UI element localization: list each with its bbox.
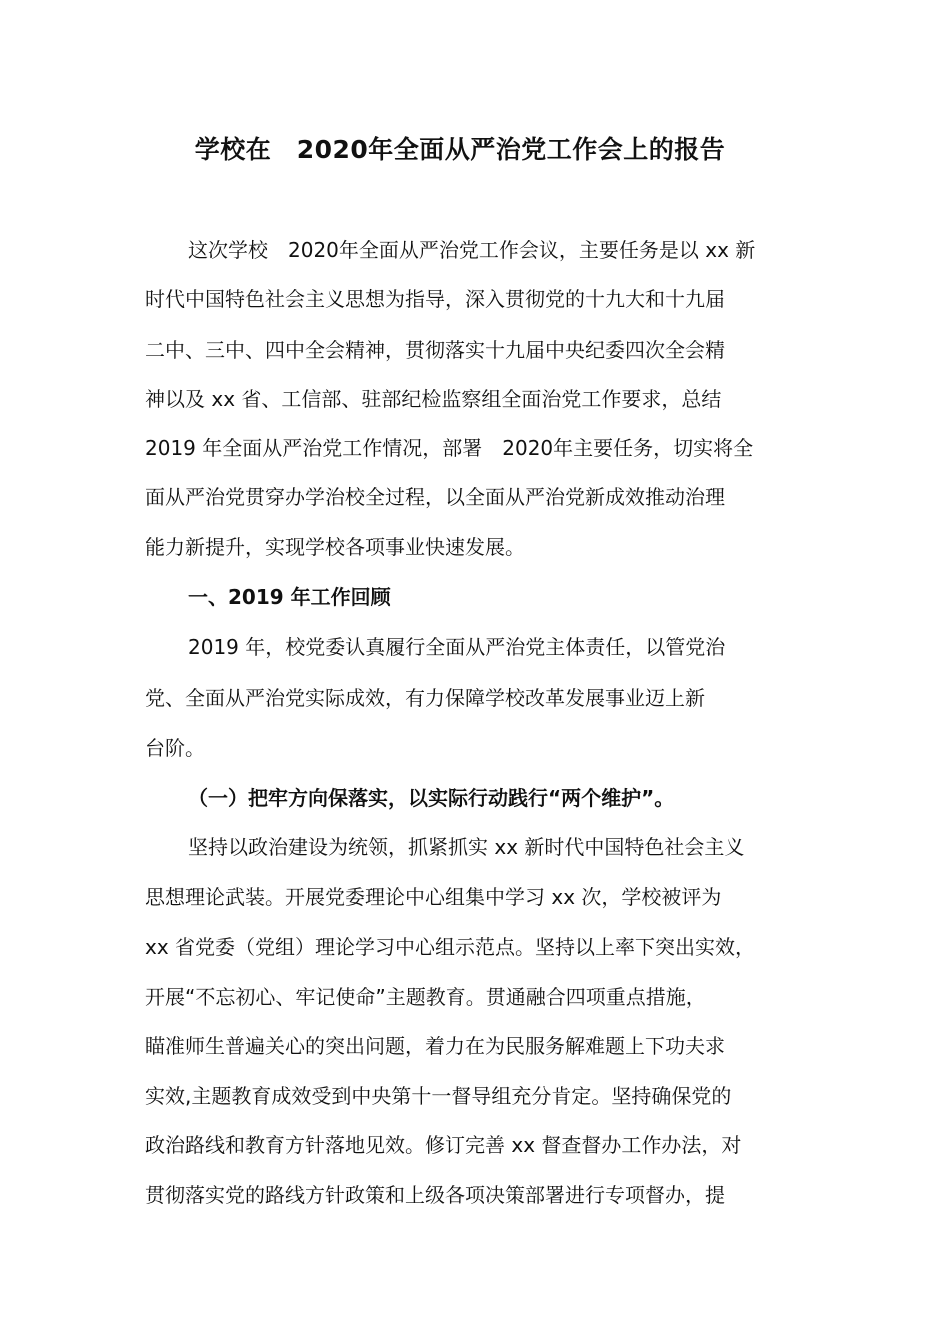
paragraph-line: 坚持以政治建设为统领，抓紧抓实 xx 新时代中国特色社会主义 (188, 835, 745, 859)
paragraph-line: xx 省党委（党组）理论学习中心组示范点。坚持以上率下突出实效， (145, 935, 756, 959)
paragraph-line: 瞄准师生普遍关心的突出问题，着力在为民服务解难题上下功夫求 (145, 1034, 725, 1058)
paragraph-line: 思想理论武装。开展党委理论中心组集中学习 xx 次，学校被评为 (145, 885, 722, 909)
paragraph-line: 二中、三中、四中全会精神，贯彻落实十九届中央纪委四次全会精 (145, 338, 725, 362)
paragraph-line: 党、全面从严治党实际成效，有力保障学校改革发展事业迈上新 (145, 686, 705, 710)
paragraph-line: 2019 年，校党委认真履行全面从严治党主体责任，以管党治 (188, 635, 726, 659)
paragraph-line: 政治路线和教育方针落地见效。修订完善 xx 督查督办工作办法，对 (145, 1133, 742, 1157)
paragraph-line: 时代中国特色社会主义思想为指导，深入贯彻党的十九大和十九届 (145, 287, 725, 311)
subsection-heading: （一）把牢方向保落实，以实际行动践行“两个维护”。 (188, 786, 675, 810)
paragraph-line: 这次学校 2020年全面从严治党工作会议，主要任务是以 xx 新 (188, 238, 756, 262)
paragraph-line: 神以及 xx 省、工信部、驻部纪检监察组全面治党工作要求，总结 (145, 387, 722, 411)
paragraph-line: 能力新提升，实现学校各项事业快速发展。 (145, 535, 525, 559)
section-heading: 一、2019 年工作回顾 (188, 585, 391, 609)
paragraph-line: 开展“不忘初心、牢记使命”主题教育。贯通融合四项重点措施， (145, 985, 706, 1009)
paragraph-line: 面从严治党贯穿办学治校全过程，以全面从严治党新成效推动治理 (145, 485, 725, 509)
paragraph-line: 2019 年全面从严治党工作情况，部署 2020年主要任务，切实将全 (145, 436, 754, 460)
paragraph-line: 台阶。 (145, 736, 205, 760)
document-title: 学校在 2020年全面从严治党工作会上的报告 (194, 135, 726, 164)
paragraph-line: 贯彻落实党的路线方针政策和上级各项决策部署进行专项督办，提 (145, 1183, 725, 1207)
paragraph-line: 实效,主题教育成效受到中央第十一督导组充分肯定。坚持确保党的 (145, 1084, 732, 1108)
